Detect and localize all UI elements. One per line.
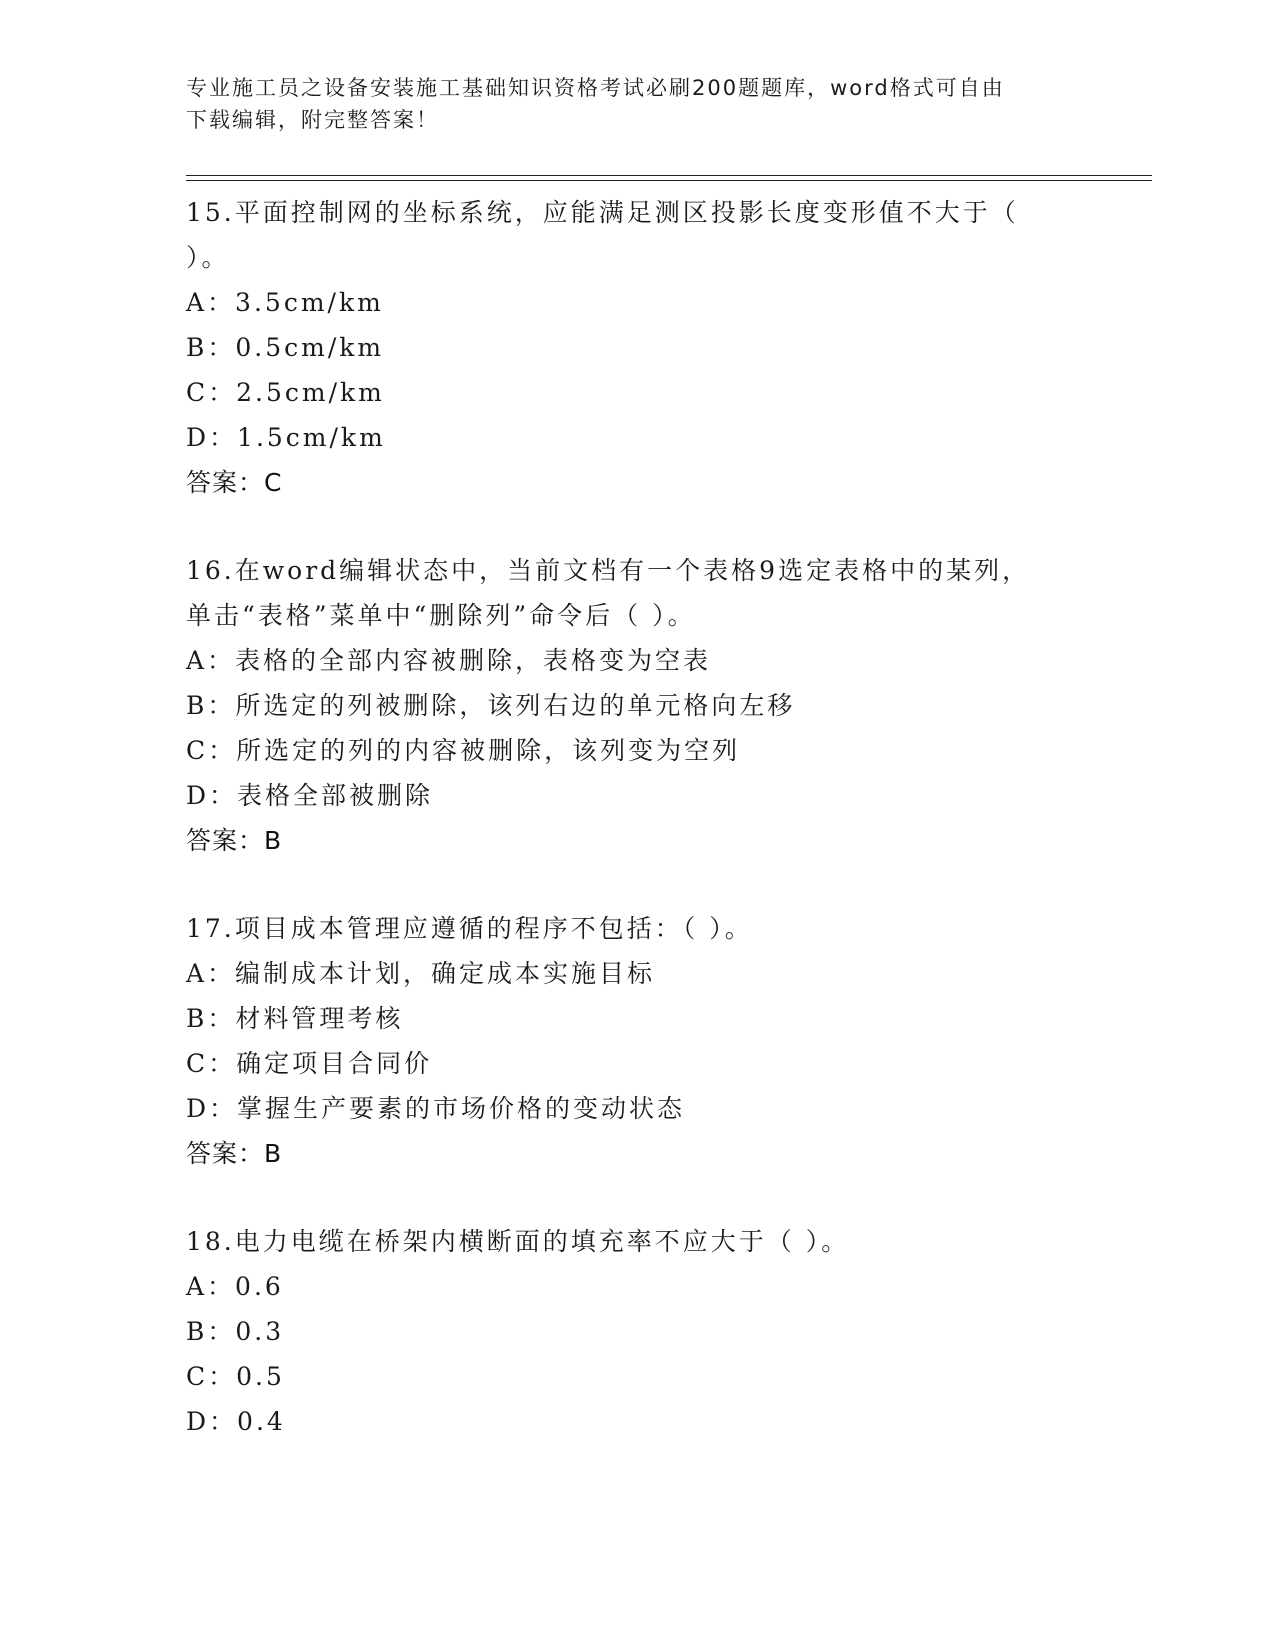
- answer-label: 答案：B: [186, 826, 283, 855]
- option-d: D：掌握生产要素的市场价格的变动状态: [186, 1094, 686, 1123]
- option-d: D：表格全部被删除: [186, 781, 434, 810]
- question-stem: 17.项目成本管理应遵循的程序不包括：（ ）。: [186, 914, 753, 943]
- option-c: C：2.5cm/km: [186, 378, 385, 407]
- document-header: [186, 72, 1066, 136]
- question-16: [186, 548, 1086, 863]
- question-stem: 15.平面控制网的坐标系统，应能满足测区投影长度变形值不大于（: [186, 198, 1019, 227]
- option-b: B：所选定的列被删除，该列右边的单元格向左移: [186, 691, 796, 720]
- header-line-2: 下载编辑，附完整答案！: [186, 108, 439, 132]
- option-a: A：表格的全部内容被删除，表格变为空表: [186, 646, 712, 675]
- option-a: A：3.5cm/km: [186, 288, 384, 317]
- question-17: [186, 906, 1086, 1176]
- option-a: A：0.6: [186, 1272, 284, 1301]
- header-line-1: 专业施工员之设备安装施工基础知识资格考试必刷200题题库，word格式可自由: [186, 76, 1005, 100]
- question-stem: 16.在word编辑状态中，当前文档有一个表格9选定表格中的某列，: [186, 556, 1031, 585]
- option-d: D：1.5cm/km: [186, 423, 386, 452]
- answer-label: 答案：B: [186, 1139, 283, 1168]
- option-c: C：所选定的列的内容被删除，该列变为空列: [186, 736, 741, 765]
- question-18: [186, 1219, 1086, 1444]
- option-c: C：确定项目合同价: [186, 1049, 433, 1078]
- question-stem: ）。: [186, 243, 230, 272]
- option-c: C：0.5: [186, 1362, 285, 1391]
- answer-label: 答案：C: [186, 468, 283, 497]
- header-rule-bottom: [186, 180, 1152, 181]
- header-rule-top: [186, 175, 1152, 176]
- question-list: [186, 190, 1086, 1487]
- question-stem: 单击“表格”菜单中“删除列”命令后（ ）。: [186, 601, 696, 630]
- option-a: A：编制成本计划，确定成本实施目标: [186, 959, 656, 988]
- question-stem: 18.电力电缆在桥架内横断面的填充率不应大于（ ）。: [186, 1227, 850, 1256]
- question-15: [186, 190, 1086, 505]
- option-b: B：材料管理考核: [186, 1004, 404, 1033]
- option-d: D：0.4: [186, 1407, 286, 1436]
- option-b: B：0.3: [186, 1317, 285, 1346]
- option-b: B：0.5cm/km: [186, 333, 385, 362]
